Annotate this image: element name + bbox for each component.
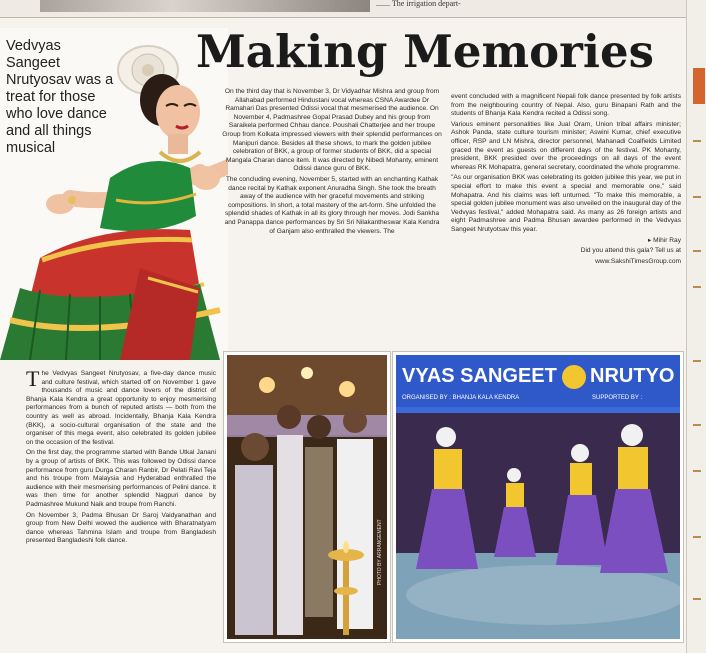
margin-tab xyxy=(693,68,705,104)
margin-mark xyxy=(693,598,701,600)
stage-dance-illustration xyxy=(396,355,680,639)
paragraph: "As our organisation BKK was celebrating its golden jubilee this year, we put in special effort to make this event a special and memorable one," said Mohapatra. And his claims was left unturned. "To make this memorable, a special golden jubilee monument was also unveiled on the inaugural day of the Vedvyas festival," added Mohapatra said. As many as 26 foreign artists and eight Padmashree and Padma Bhusan awardee performed in the Vedvyas Sangeet Nrutyotsav this year. xyxy=(451,174,681,233)
festival-emblem-icon xyxy=(562,365,586,389)
margin-mark xyxy=(693,536,701,538)
margin-mark xyxy=(693,196,701,198)
paragraph: On the first day, the programme started with Bande Utkal Janani by a group of artists of BKK. This was followed by Odissi dance performance from guru Durga Charan Ranbir, Dr Pelati Ravi Teja and his troupe from Malaysia and Hyderabad enthralled the audience with their mesmerising performances of Pelini dance. It was then time for another splendid Nagpuri dance by Padmashree Mukund Naik and troupe from Ranchi. xyxy=(26,449,216,508)
previous-story-strip xyxy=(0,0,706,18)
previous-story-photo xyxy=(40,0,370,12)
drop-cap: T xyxy=(26,370,40,391)
paragraph xyxy=(26,370,216,447)
paragraph-text: he Vedvyas Sangeet Nrutyosav, a five-day dance music and culture festival, which started off on November 1 gave thousands of music and dance lovers of the district of Bhanja Kala Kendra a great opportunity to enjoy mesmerising performances from a bunch of reputed artists — both from the country as well as abroad. Incidentally, Bhanja Kala Kendra (BKK), a socio-cultural organisation of the state and the organiser of this mega event, also celebrated its golden jubilee on the occasion of the festival. xyxy=(26,370,216,446)
paragraph: Various eminent personalities like Jual Oram, Union tribal affairs minister; Ashok Panda, state culture tourism minister; Aswini Kumar, chief executive officer, RSP and LN Mishra, director personnel, Mahanadi Coalfields Limited graced the event as guests on different days of the festival. PK Mohanty, president, BKK presided over the proceedings on all days of the event whereas RK Mohapatra, general secretary, coordinated the whole programme. xyxy=(451,120,681,171)
paragraph: The concluding evening, November 5, started with an enchanting Kathak dance recital by Kathak exponent Anuradha Singh. She took the breath away of the audience with her graceful movements and striking compositions. In short, a total mastery of the art-form. She unfolded the splendid shades of Kathak in all its glory through her moves. Jodi Sankha and Panappa dance performances by Sri Sri Nilakantheswar Kala Kendra of Ganjam also enthralled the viewers. The xyxy=(224,175,440,235)
article-column-3 xyxy=(451,93,681,348)
lamp-lighting-photo xyxy=(224,352,390,642)
banner-title-left: VYAS SANGEET xyxy=(402,365,557,387)
margin-mark xyxy=(693,286,701,288)
stage-dance-photo xyxy=(393,352,683,642)
cta-line: Did you attend this gala? Tell us at xyxy=(580,247,681,255)
banner-supporter: SUPPORTED BY : xyxy=(592,395,643,401)
margin-mark xyxy=(693,470,701,472)
headline: Making Memories xyxy=(196,25,654,78)
lamp-lighting-illustration xyxy=(227,355,387,639)
paragraph: event concluded with a magnificent Nepali folk dance presented by folk artists from the neighbouring country of Nepal. Also, guru Binapani Rath and the students of Bhanja Kala Kendra recited a Odissi song. xyxy=(451,93,681,118)
margin-mark xyxy=(693,424,701,426)
paragraph: On November 3, Padma Bhusan Dr Saroj Vaidyanathan and group from New Delhi wowed the audience with Bharatnatyam dance whereas Tahmina Islam and troupe from Bangladesh presented Bangladeshi folk dance. xyxy=(26,511,216,545)
page-margin xyxy=(686,0,706,653)
byline: ▸ Mihir Ray xyxy=(648,236,681,244)
byline-name: Mihir Ray xyxy=(653,236,681,244)
paragraph: On the third day that is November 3, Dr Vidyadhar Mishra and group from Allahabad performed Hindustani vocal whereas CSNA Awardee Dr Ramahari Das presented Odissi vocal that mesmerised the audience. On November 4, Padmashree Gopal Prasad Dubey and his group from Saraikela performed Chhau dance. Poushali Chatterjee and her troupe Group from Kolkata impressed viewers with their splendid performances on Manipuri dance. Besides all these shows, to mark the golden jubilee celebration of BKK, a group of former students of BKK, did a special Mangala Charan dance item. It was directed by Nibedi Mohanty, eminent Odissi dance guru of BKK. xyxy=(222,88,442,173)
photo-credit: PHOTO BY ARRANGEMENT xyxy=(377,519,383,585)
article-column-2 xyxy=(212,88,442,350)
margin-mark xyxy=(693,140,701,142)
article-column-1 xyxy=(26,370,216,640)
margin-mark xyxy=(693,360,701,362)
banner-organiser: ORGANISED BY : BHANJA KALA KENDRA xyxy=(402,395,520,401)
website-link[interactable]: www.SakshiTimesGroup.com xyxy=(595,257,681,265)
intro-deck: Vedvyas Sangeet Nrutyosav was a treat for those who love dance and all things musical xyxy=(6,38,114,156)
previous-story-text: ....... The irrigation depart- xyxy=(376,0,461,8)
margin-mark xyxy=(693,250,701,252)
banner-title-right: NRUTYO xyxy=(590,365,675,387)
